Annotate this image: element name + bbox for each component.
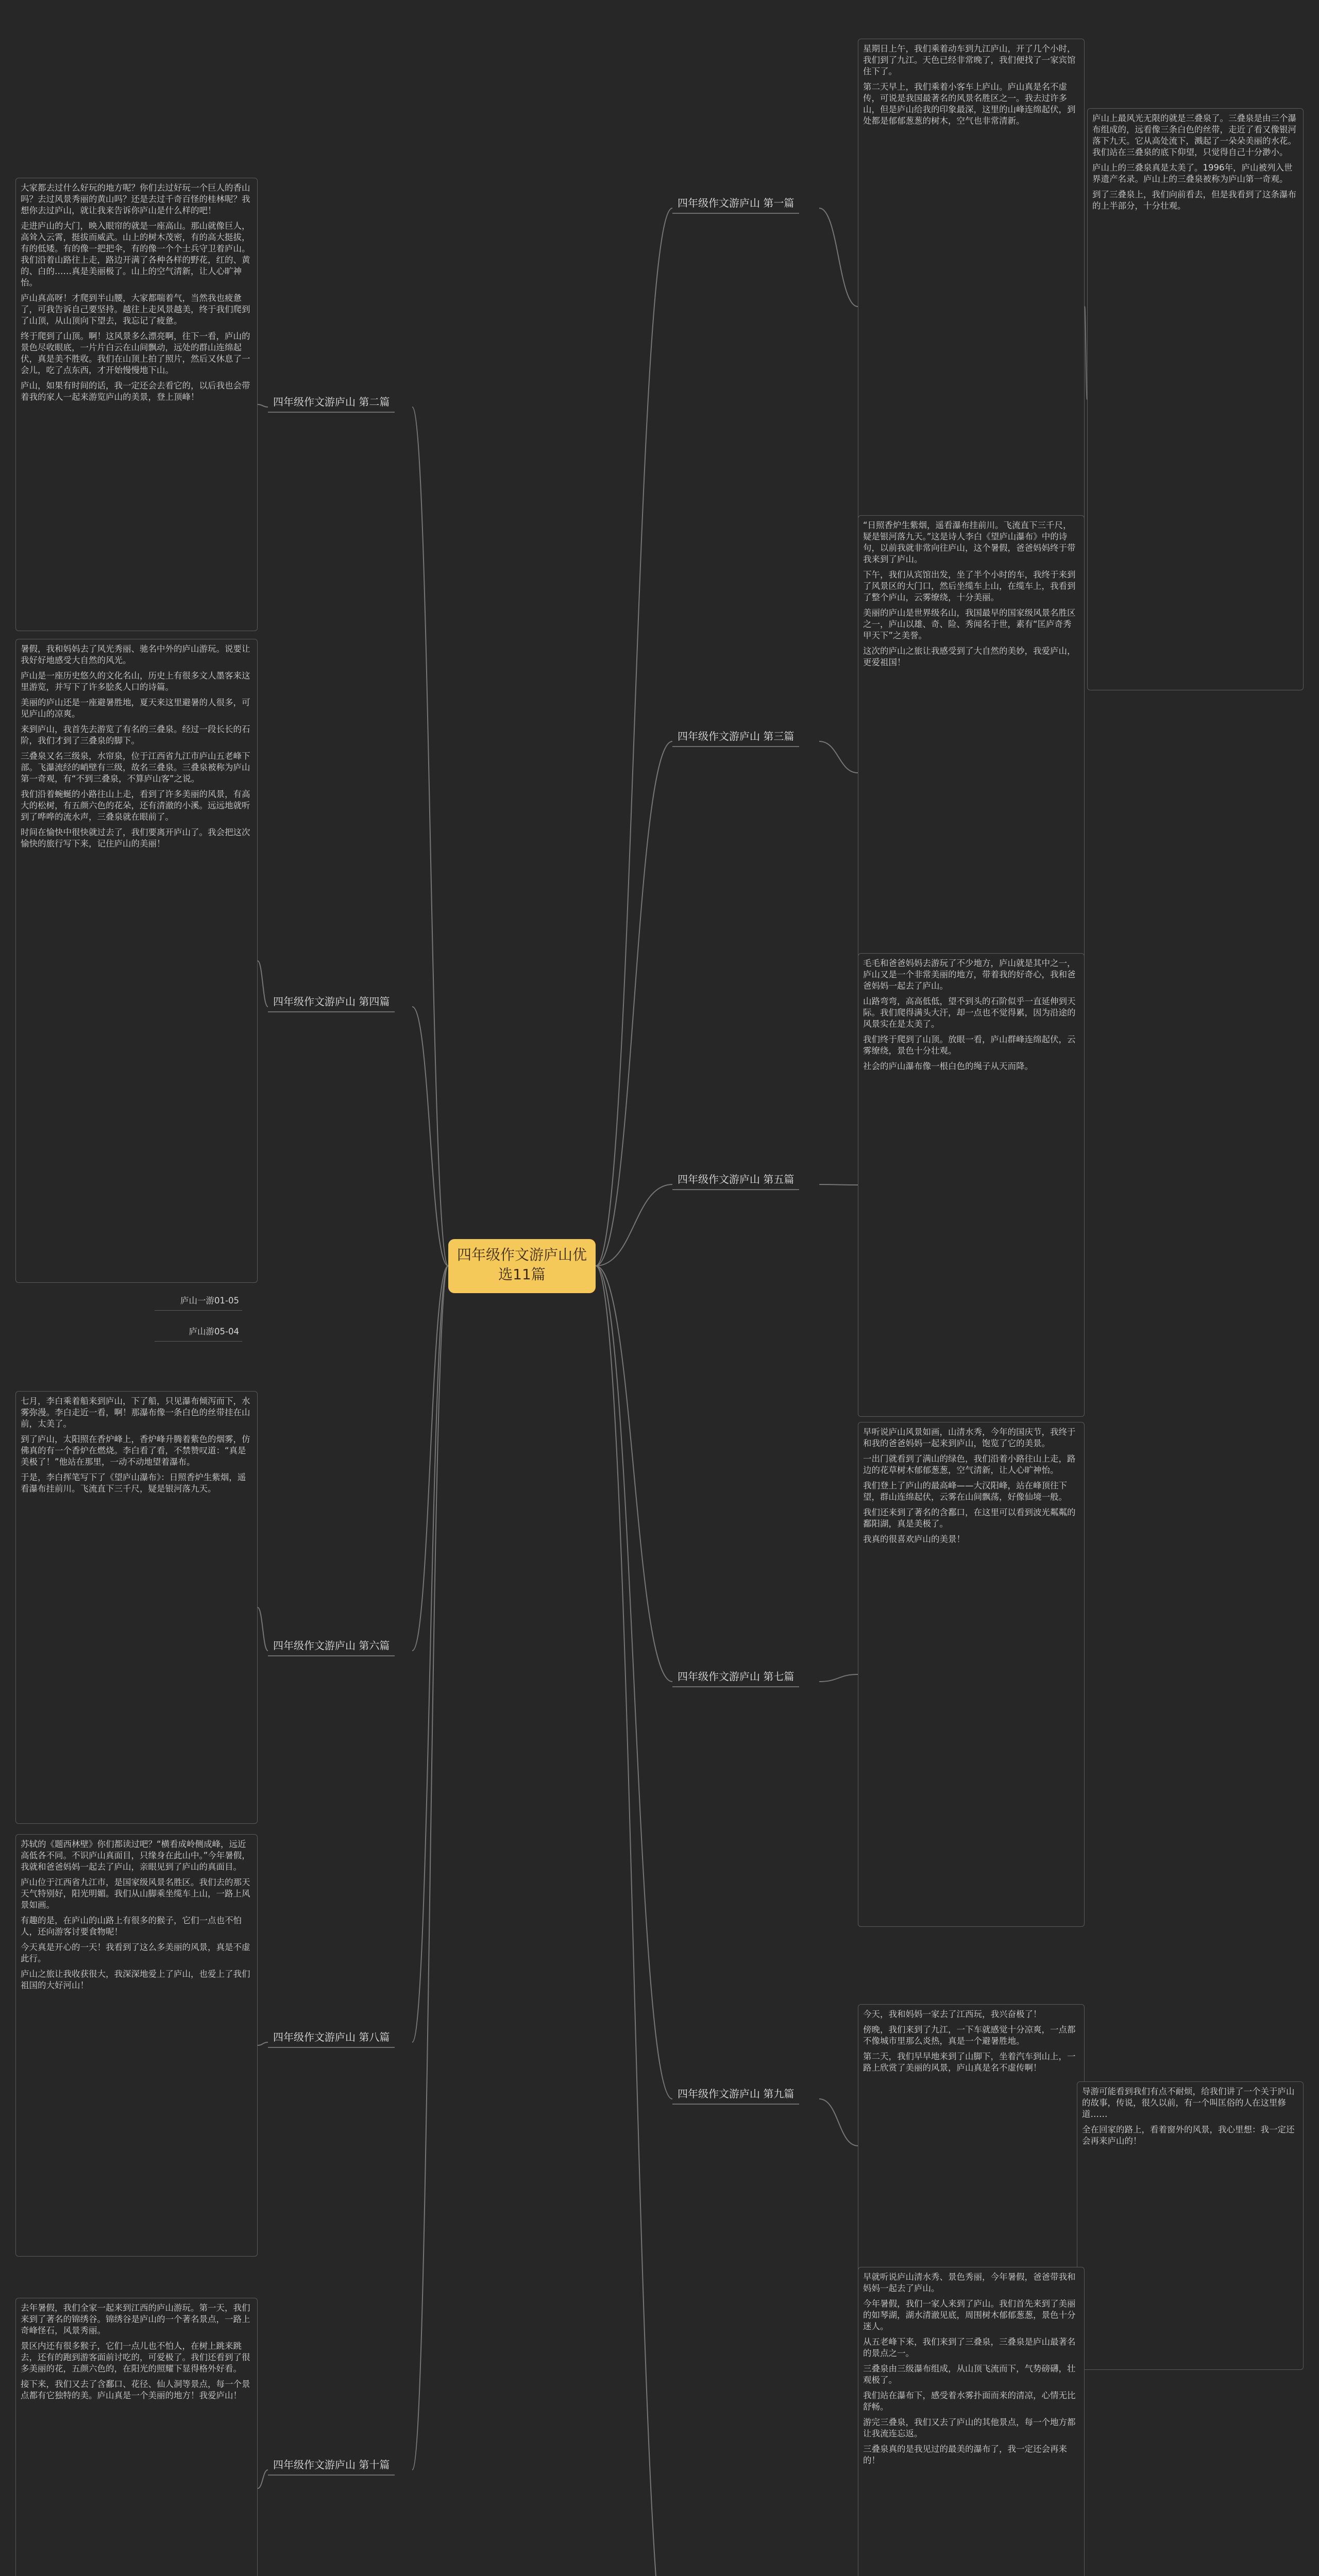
connector — [258, 961, 268, 1007]
card-paragraph: 这次的庐山之旅让我感受到了大自然的美妙，我爱庐山，更爱祖国！ — [863, 646, 1076, 667]
connector — [819, 2099, 858, 2146]
card-paragraph: 大家都去过什么好玩的地方呢？你们去过好玩一个巨人的香山吗？去过风景秀丽的黄山吗？还是去过千奇百怪的桂林呢？我想你去过庐山，就让我来告诉你庐山是什么样的吧！ — [21, 183, 250, 215]
card-paragraph: “日照香炉生紫烟，遥看瀑布挂前川。飞流直下三千尺，疑是银河落九天。”这是诗人李白《望庐山瀑布》中的诗句，以前我就非常向往庐山，这个暑假，爸爸妈妈终于带我来到了庐山。 — [863, 520, 1076, 564]
card-paragraph: 庐山位于江西省九江市，是国家级风景名胜区。我们去的那天天气特别好，阳光明媚。我们从山脚乘坐缆车上山，一路上风景如画。 — [21, 1877, 250, 1910]
connector — [258, 2042, 268, 2045]
connector — [819, 1674, 858, 1682]
branch-topic-left[interactable]: 四年级作文游庐山 第四篇 — [268, 990, 395, 1012]
card-paragraph: 毛毛和爸爸妈妈去游玩了不少地方，庐山就是其中之一，庐山又是一个非常美丽的地方，带着我的好奇心，我和爸爸妈妈一起去了庐山。 — [863, 958, 1076, 991]
connector — [258, 2470, 268, 2488]
card-paragraph: 庐山是一座历史悠久的文化名山，历史上有很多文人墨客来这里游览，并写下了许多脍炙人口的诗篇。 — [21, 671, 250, 692]
card-paragraph: 今天真是开心的一天！我看到了这么多美丽的风景，真是不虚此行。 — [21, 1942, 250, 1963]
content-card — [15, 639, 258, 1283]
footer-note: 庐山一游01-05 — [155, 1293, 242, 1311]
footer-note: 庐山游05-04 — [155, 1324, 242, 1342]
card-paragraph: 时间在愉快中很快就过去了，我们要离开庐山了。我会把这次愉快的旅行写下来，记住庐山的美丽！ — [21, 827, 250, 849]
card-paragraph: 星期日上午，我们乘着动车到九江庐山，开了几个小时，我们到了九江。天色已经非常晚了，我们便找了一家宾馆住下了。 — [863, 44, 1076, 76]
card-paragraph: 庐山之旅让我收获很大，我深深地爱上了庐山，也爱上了我们祖国的大好河山！ — [21, 1969, 250, 1990]
connector — [596, 1184, 672, 1266]
branch-topic-left[interactable]: 四年级作文游庐山 第八篇 — [268, 2026, 395, 2048]
branch-topic-right[interactable]: 四年级作文游庐山 第九篇 — [672, 2082, 799, 2105]
connector — [596, 1266, 672, 2576]
card-paragraph: 走进庐山的大门，映入眼帘的就是一座高山。那山就像巨人，高耸入云霄，挺拔而威武。山上的树木茂密，有的高大挺拔，有的低矮。有的像一把把伞，有的像一个个士兵守卫着庐山。我们沿着山路往上走，路边开满了各种各样的野花，红的、黄的、白的……真是美丽极了。山上的空气清新，让人心旷神怡。 — [21, 221, 250, 287]
card-paragraph: 我们沿着蜿蜒的小路往山上走，看到了许多美丽的风景，有高大的松树，有五颜六色的花朵，还有清澈的小溪。远远地就听到了哗哗的流水声，三叠泉就在眼前了。 — [21, 789, 250, 822]
card-paragraph: 傍晚，我们来到了九江，一下车就感觉十分凉爽，一点都不像城市里那么炎热，真是一个避暑胜地。 — [863, 2025, 1076, 2046]
card-paragraph: 我们还来到了著名的含鄱口，在这里可以看到波光粼粼的鄱阳湖，真是美极了。 — [863, 1507, 1076, 1529]
card-paragraph: 早听说庐山风景如画，山清水秀，今年的国庆节，我终于和我的爸爸妈妈一起来到庐山，饱览了它的美景。 — [863, 1427, 1076, 1448]
connector — [819, 1184, 858, 1185]
branch-topic-right[interactable]: 四年级作文游庐山 第一篇 — [672, 192, 799, 214]
card-paragraph: 山路弯弯，高高低低，望不到头的石阶似乎一直延伸到天际。我们爬得满头大汗，却一点也不觉得累，因为沿途的风景实在是太美了。 — [863, 996, 1076, 1029]
card-paragraph: 今天，我和妈妈一家去了江西玩，我兴奋极了！ — [863, 2009, 1042, 2019]
branch-topic-left[interactable]: 四年级作文游庐山 第六篇 — [268, 1634, 395, 1656]
card-paragraph: 庐山，如果有时间的话，我一定还会去看它的，以后我也会带着我的家人一起来游览庐山的美景，登上顶峰！ — [21, 381, 250, 402]
card-paragraph: 三叠泉真的是我见过的最美的瀑布了，我一定还会再来的！ — [863, 2444, 1067, 2465]
card-paragraph: 我们站在瀑布下，感受着水雾扑面而来的清凉，心情无比舒畅。 — [863, 2391, 1076, 2412]
content-card — [15, 1834, 258, 2257]
branch-topic-left[interactable]: 四年级作文游庐山 第二篇 — [268, 391, 395, 413]
card-paragraph: 美丽的庐山是世界级名山，我国最早的国家级风景名胜区之一，庐山以雄、奇、险、秀闻名于世，素有“匡庐奇秀甲天下”之美誉。 — [863, 608, 1076, 640]
content-card — [15, 2298, 258, 2576]
card-paragraph: 去年暑假，我们全家一起来到江西的庐山游玩。第一天，我们来到了著名的锦绣谷。锦绣谷是庐山的一个著名景点，一路上奇峰怪石，风景秀丽。 — [21, 2303, 250, 2335]
connector — [412, 1266, 448, 2470]
card-paragraph: 到了三叠泉上，我们向前看去，但是我看到了这条瀑布的上半部分，十分壮观。 — [1092, 190, 1296, 211]
content-card — [15, 178, 258, 631]
card-paragraph: 暑假，我和妈妈去了风光秀丽、驰名中外的庐山游玩。说要让我好好地感受大自然的风光。 — [21, 644, 250, 665]
content-card — [15, 1391, 258, 1824]
card-paragraph: 到了庐山，太阳照在香炉峰上，香炉峰升腾着紫色的烟雾，仿佛真的有一个香炉在燃烧。李白看了看，不禁赞叹道：“真是美极了！”他站在那里，一动不动地望着瀑布。 — [21, 1434, 250, 1467]
content-card — [858, 2004, 1085, 2287]
card-paragraph: 庐山上最风光无限的就是三叠泉了。三叠泉是由三个瀑布组成的，远看像三条白色的丝带，走近了看又像银河落下九天。它从高处流下，溅起了一朵朵美丽的水花。我们站在三叠泉的底下仰望，只觉得自己十分渺小。 — [1092, 113, 1296, 157]
card-paragraph: 一出门就看到了满山的绿色，我们沿着小路往山上走，路边的花草树木郁郁葱葱，空气清新，让人心旷神怡。 — [863, 1454, 1076, 1475]
central-topic[interactable]: 四年级作文游庐山优选11篇 — [448, 1239, 596, 1293]
card-paragraph: 景区内还有很多猴子，它们一点儿也不怕人，在树上跳来跳去，还有的跑到游客面前讨吃的，可爱极了。我们还看到了很多美丽的花，五颜六色的，在阳光的照耀下显得格外好看。 — [21, 2341, 250, 2374]
content-card — [858, 39, 1085, 574]
card-paragraph: 下午，我们从宾馆出发，坐了半个小时的车，我终于来到了风景区的大门口，然后坐缆车上山，在缆车上，我看到了整个庐山，云雾缭绕，十分美丽。 — [863, 570, 1076, 602]
card-paragraph: 来到庐山，我首先去游览了有名的三叠泉。经过一段长长的石阶，我们才到了三叠泉的脚下。 — [21, 724, 250, 745]
branch-topic-left[interactable]: 四年级作文游庐山 第十篇 — [268, 2453, 395, 2476]
card-paragraph: 社会的庐山瀑布像一根白色的绳子从天而降。 — [863, 1061, 1033, 1071]
card-paragraph: 七月，李白乘着船来到庐山，下了船，只见瀑布倾泻而下，水雾弥漫。李白走近一看，啊！那瀑布像一条白色的丝带挂在山前，太美了。 — [21, 1396, 250, 1429]
card-paragraph: 接下来，我们又去了含鄱口、花径、仙人洞等景点，每一个景点都有它独特的美。庐山真是一个美丽的地方！我爱庐山！ — [21, 2379, 250, 2400]
card-paragraph: 今年暑假，我们一家人来到了庐山。我们首先来到了美丽的如琴湖，湖水清澈见底，周围树木郁郁葱葱，景色十分迷人。 — [863, 2299, 1076, 2331]
card-paragraph: 庐山真高呀！才爬到半山腰，大家都喘着气，当然我也疲惫了，可我告诉自己要坚持。越往上走风景越美，终于我们爬到了山顶，从山顶向下望去，我忘记了疲惫。 — [21, 293, 250, 326]
connector — [596, 208, 672, 1266]
card-paragraph: 苏轼的《题西林壁》你们都读过吧？“横看成岭侧成峰，远近高低各不同。不识庐山真面目，只缘身在此山中。”今年暑假，我就和爸爸妈妈一起去了庐山，亲眼见到了庐山的真面目。 — [21, 1839, 250, 1872]
side-card — [1087, 108, 1304, 690]
card-paragraph: 我们登上了庐山的最高峰——大汉阳峰，站在峰顶往下望，群山连绵起伏，云雾在山间飘荡，好像仙境一般。 — [863, 1481, 1067, 1502]
card-paragraph: 三叠泉由三级瀑布组成，从山顶飞流而下，气势磅礴，壮观极了。 — [863, 2364, 1076, 2385]
content-card — [858, 953, 1085, 1417]
card-paragraph: 三叠泉又名三级泉，水帘泉，位于江西省九江市庐山五老峰下部。飞瀑流经的峭壁有三级，故名三叠泉。三叠泉被称为庐山第一奇观，有“不到三叠泉，不算庐山客”之说。 — [21, 751, 250, 784]
side-card — [1077, 2081, 1304, 2370]
connector — [819, 741, 858, 773]
content-card — [858, 1422, 1085, 1927]
card-paragraph: 导游可能看到我们有点不耐烦，给我们讲了一个关于庐山的故事，传说，很久以前，有一个叫匡俗的人在这里修道…… — [1082, 2087, 1295, 2119]
card-paragraph: 全在回家的路上，看着窗外的风景，我心里想：我一定还会再来庐山的！ — [1082, 2125, 1295, 2146]
connector — [412, 1266, 448, 2042]
card-paragraph: 美丽的庐山还是一座避暑胜地，夏天来这里避暑的人很多，可见庐山的凉爽。 — [21, 698, 250, 719]
branch-topic-right[interactable]: 四年级作文游庐山 第三篇 — [672, 725, 799, 747]
connector — [258, 404, 268, 407]
card-paragraph: 我真的很喜欢庐山的美景！ — [863, 1534, 965, 1544]
card-paragraph: 从五老峰下来，我们来到了三叠泉，三叠泉是庐山最著名的景点之一。 — [863, 2337, 1076, 2358]
card-paragraph: 早就听说庐山清水秀、景色秀丽，今年暑假，爸爸带我和妈妈一起去了庐山。 — [863, 2272, 1076, 2293]
connector — [412, 1266, 448, 1651]
connector — [596, 1266, 672, 1682]
card-paragraph: 终于爬到了山顶。啊！这风景多么漂亮啊，往下一看，庐山的景色尽收眼底，一片片白云在山间飘动，远处的群山连绵起伏，真是美不胜收。我们在山顶上拍了照片，然后又休息了一会儿，吃了点东西，才开始慢慢地下山。 — [21, 331, 250, 375]
connector — [258, 1607, 268, 1651]
card-paragraph: 我们终于爬到了山顶。放眼一看，庐山群峰连绵起伏，云雾缭绕，景色十分壮观。 — [863, 1035, 1076, 1056]
connector — [819, 208, 858, 307]
card-paragraph: 第二天早上，我们乘着小客车上庐山。庐山真是名不虚传，可说是我国最著名的风景名胜区之一。我去过许多山，但是庐山给我的印象最深，这里的山峰连绵起伏，到处都是郁郁葱葱的树木，空气也非常清新。 — [863, 82, 1076, 126]
card-paragraph: 有趣的是，在庐山的山路上有很多的猴子，它们一点也不怕人，还向游客讨要食物呢！ — [21, 1916, 242, 1937]
branch-topic-right[interactable]: 四年级作文游庐山 第五篇 — [672, 1168, 799, 1190]
card-paragraph: 游完三叠泉，我们又去了庐山的其他景点，每一个地方都让我流连忘返。 — [863, 2417, 1076, 2438]
card-paragraph: 于是，李白挥笔写下了《望庐山瀑布》：日照香炉生紫烟，遥看瀑布挂前川。飞流直下三千尺，疑是银河落九天。 — [21, 1472, 246, 1494]
connector — [412, 1007, 448, 1266]
card-paragraph: 庐山上的三叠泉真是太美了。1996年，庐山被列入世界遗产名录。庐山上的三叠泉被称为庐山第一奇观。 — [1092, 163, 1293, 184]
card-paragraph: 第二天，我们早早地来到了山脚下，坐着汽车到山上，一路上欣赏了美丽的风景，庐山真是名不虚传啊！ — [863, 2052, 1076, 2073]
content-card — [858, 2267, 1085, 2576]
branch-topic-right[interactable]: 四年级作文游庐山 第七篇 — [672, 1665, 799, 1687]
